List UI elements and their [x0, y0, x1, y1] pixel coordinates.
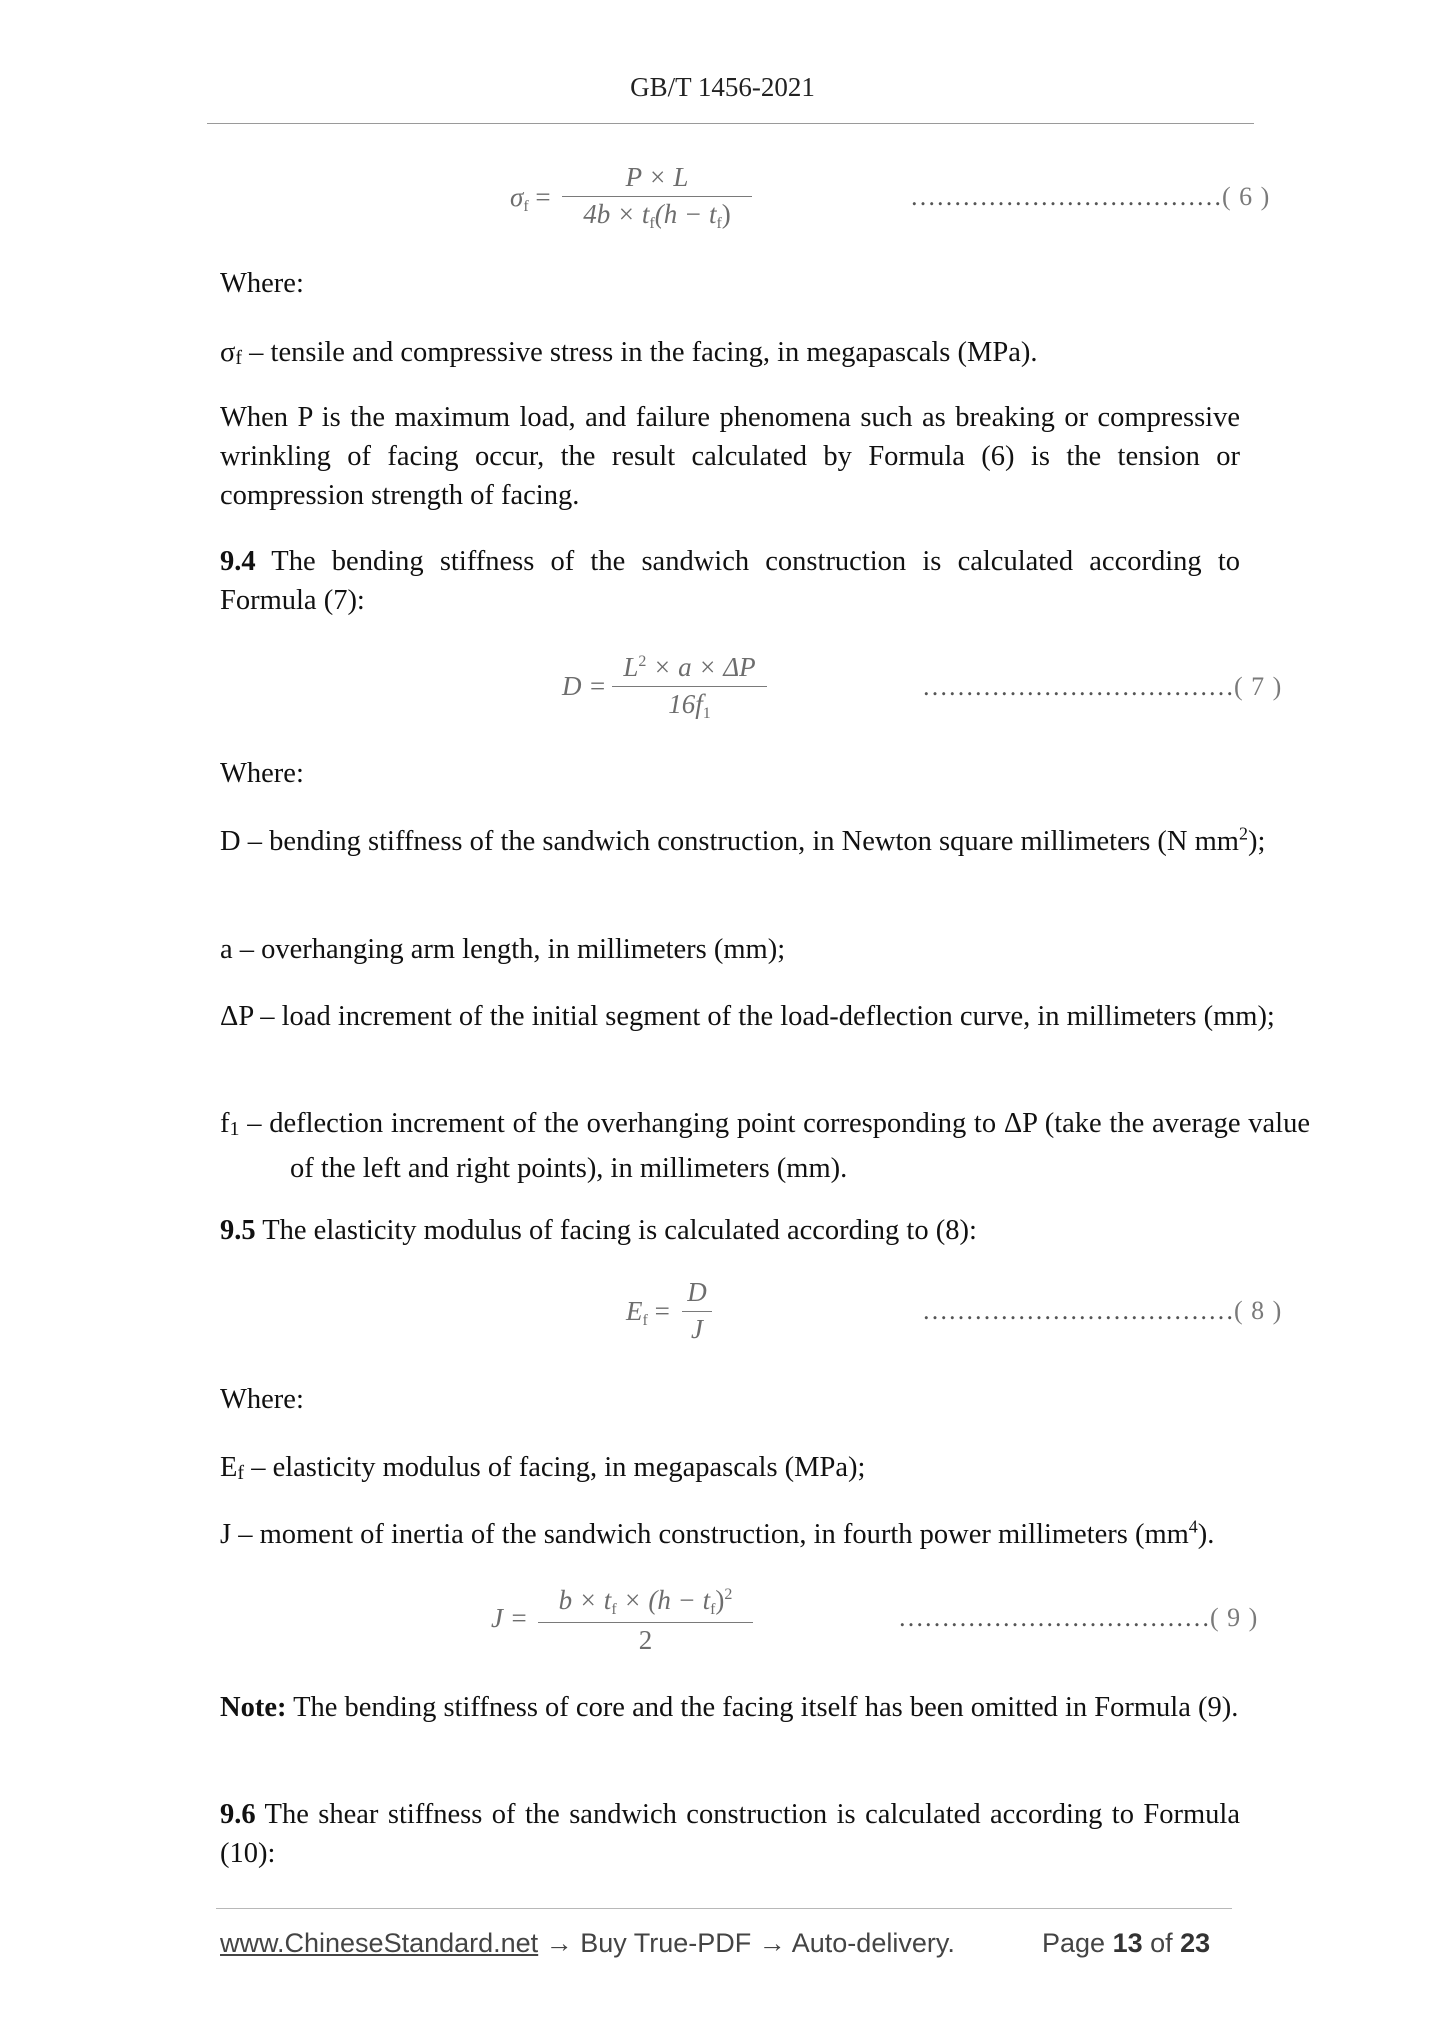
page-total: 23	[1180, 1928, 1211, 1958]
formula-8-leader-dots: ………………………………	[922, 1296, 1234, 1325]
formula-6-number: ………………………………( 6 )	[910, 182, 1271, 211]
formula-7-fraction	[612, 652, 767, 723]
formula-6-leader-dots: ………………………………	[910, 182, 1222, 211]
formula-8-denominator: J	[691, 1314, 703, 1344]
d-definition-sup: 2	[1238, 823, 1248, 844]
d-definition	[220, 822, 1308, 861]
section-9-4-text: The bending stiffness of the sandwich construction is calculated according to Formula (7):	[220, 546, 1240, 616]
formula-7-num-b: × a × ΔP	[646, 652, 756, 682]
formula-6-sigma: σ	[510, 182, 524, 212]
note-text: The bending stiffness of core and the facing itself has been omitted in Formula (9).	[286, 1692, 1239, 1723]
formula-9-num-b: × (h − t	[616, 1585, 711, 1615]
section-9-6-text: The shear stiffness of the sandwich construction is calculated according to Formula (10):	[220, 1799, 1240, 1869]
formula-7-num-a: L	[623, 652, 639, 682]
a-definition: a – overhanging arm length, in millimeters (mm);	[220, 934, 786, 965]
j-definition-text: J – moment of inertia of the sandwich construction, in fourth power millimeters (mm	[220, 1519, 1189, 1550]
formula-9-num-sup: 2	[724, 1586, 733, 1603]
where-label-2: Where:	[220, 758, 304, 789]
footer-divider	[216, 1908, 1232, 1909]
formula-7-den-sub: 1	[702, 705, 711, 722]
formula-8-numerator: D	[687, 1277, 707, 1307]
f1-symbol: f	[220, 1108, 230, 1139]
f1-definition	[220, 1104, 1310, 1188]
footer-arrow-2: →	[751, 1928, 792, 1958]
formula-8-fraction	[682, 1277, 712, 1345]
note-paragraph	[220, 1688, 1308, 1727]
formula-8-lhs	[626, 1296, 670, 1330]
footer-buy-text: Buy True-PDF	[580, 1928, 752, 1958]
page-indicator	[1042, 1928, 1210, 1959]
delta-p-definition: ΔP – load increment of the initial segment of the load-deflection curve, in millimeters (mm);	[220, 1001, 1275, 1032]
formula-9-denominator: 2	[638, 1625, 653, 1655]
formula-9-num-c: )	[715, 1585, 725, 1615]
formula-7-index: 7	[1251, 672, 1266, 701]
formula-6-numerator: P × L	[625, 162, 689, 192]
where-label-3: Where:	[220, 1384, 304, 1415]
f1-definition-text: – deflection increment of the overhanging point corresponding to ΔP (take the average value of the left and right points), in millimeters (mm).	[239, 1108, 1310, 1184]
formula-9-num-sub1: f	[611, 1601, 617, 1618]
section-9-6-number: 9.6	[220, 1799, 256, 1830]
section-9-4-number: 9.4	[220, 546, 256, 577]
formula-6-lhs	[510, 182, 551, 216]
section-9-6	[220, 1795, 1240, 1873]
j-definition-end: ).	[1197, 1519, 1215, 1550]
formula-9-fraction	[538, 1585, 753, 1656]
formula-8-equals: =	[647, 1296, 670, 1326]
section-9-5-number: 9.5	[220, 1215, 256, 1246]
header-divider	[207, 123, 1254, 124]
formula-6-denominator	[562, 197, 752, 233]
footer-arrow-1: →	[538, 1928, 581, 1958]
formula-6-equals: =	[535, 182, 551, 212]
formula-6-fraction	[562, 162, 752, 233]
footer-delivery-text: Auto-delivery.	[791, 1928, 955, 1958]
formula-6-den-a: 4b × t	[583, 199, 650, 229]
sigma-subscript: f	[235, 347, 243, 369]
formula-9-num-sub2: f	[710, 1601, 716, 1618]
footer-links	[220, 1928, 955, 1959]
j-definition-sup: 4	[1188, 1516, 1198, 1537]
ef-symbol: E	[220, 1452, 238, 1483]
formula-6-sigma-sub: f	[523, 198, 529, 215]
ef-definition	[220, 1448, 1240, 1493]
section-9-5-text: The elasticity modulus of facing is calculated according to (8):	[255, 1215, 977, 1246]
formula-9-num-a: b × t	[558, 1585, 612, 1615]
formula-9-leader-dots: ………………………………	[898, 1603, 1210, 1632]
formula-6-index: 6	[1239, 182, 1254, 211]
document-code-header: GB/T 1456-2021	[630, 72, 815, 102]
formula-9-lhs: J =	[491, 1603, 528, 1633]
formula-6-den-c: )	[721, 199, 731, 229]
section-9-4	[220, 542, 1240, 620]
d-definition-text: D – bending stiffness of the sandwich construction, in Newton square millimeters (N mm	[220, 826, 1239, 857]
sigma-definition-text: – tensile and compressive stress in the facing, in megapascals (MPa).	[242, 337, 1038, 368]
j-definition	[220, 1515, 1240, 1554]
formula-9-numerator	[538, 1585, 753, 1622]
formula-8-number: ………………………………( 8 )	[922, 1296, 1283, 1325]
ef-subscript: f	[237, 1462, 245, 1484]
formula-8-e-sub: f	[642, 1312, 648, 1329]
f1-subscript: 1	[229, 1118, 240, 1140]
formula-7-leader-dots: ………………………………	[922, 672, 1234, 701]
where-label-1: Where:	[220, 268, 304, 299]
formula-7-denominator	[612, 687, 767, 723]
formula-9-number: ………………………………( 9 )	[898, 1603, 1259, 1632]
formula-7-lhs: D =	[562, 671, 607, 701]
formula-7-numerator	[612, 652, 767, 686]
page-of-label: of	[1142, 1928, 1181, 1958]
ef-definition-text: – elasticity modulus of facing, in megapascals (MPa);	[244, 1452, 866, 1483]
formula-8-e: E	[626, 1296, 643, 1326]
page-number: 13	[1112, 1928, 1143, 1958]
formula-7-den-a: 16f	[668, 689, 703, 719]
section-9-5	[220, 1211, 1240, 1250]
formula-6-den-b-sub: f	[716, 215, 722, 232]
chinesestandard-link[interactable]: www.ChineseStandard.net	[220, 1928, 539, 1958]
formula-9-index: 9	[1227, 1603, 1242, 1632]
formula-6-den-b: (h − t	[654, 199, 717, 229]
note-label: Note:	[220, 1692, 287, 1723]
page-label: Page	[1042, 1928, 1113, 1958]
formula-7-number: ………………………………( 7 )	[922, 672, 1283, 701]
max-load-paragraph: When P is the maximum load, and failure phenomena such as breaking or compressive wrinkling of facing occur, the result calculated by Formula (6) is the tension or compression strength of facing.	[220, 402, 1240, 511]
formula-7-num-sup: 2	[638, 653, 647, 670]
formula-6-den-a-sub: f	[649, 215, 655, 232]
sigma-definition	[220, 333, 1240, 378]
d-definition-end: );	[1247, 826, 1266, 857]
sigma-symbol: σ	[220, 337, 236, 368]
formula-8-index: 8	[1251, 1296, 1266, 1325]
